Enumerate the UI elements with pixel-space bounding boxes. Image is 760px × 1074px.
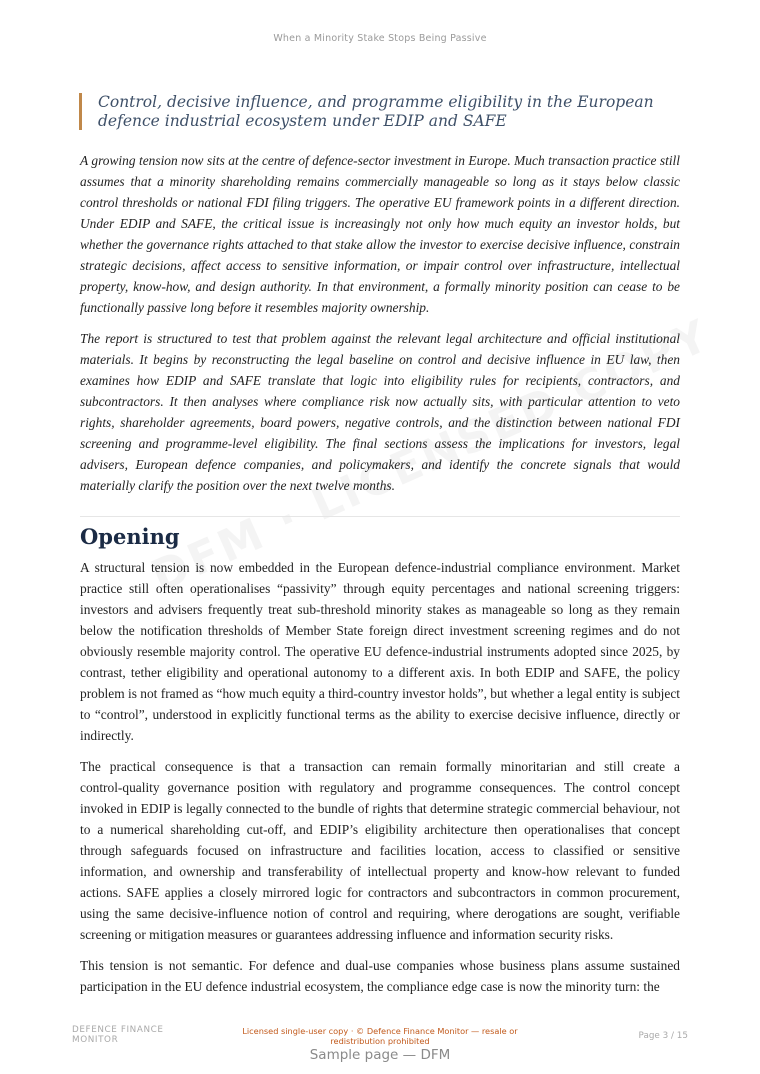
abstract-paragraph: The report is structured to test that problem against the relevant legal architecture and official institutional materials. It begins by reconstructing the legal baseline on control and decisive influence in EU law, then examines how EDIP and SAFE translate that logic into eligibility rules for recipients, contractors, and subcontractors. It then analyses where compliance risk now actually sits, with particular attention to veto rights, shareholder agreements, board powers, negative controls, and the distinction between national FDI screening and programme-level eligibility. The final sections assess the implications for investors, legal advisers, European defence companies, and policymakers, and identify the concrete signals that would materially clarify the position over the next twelve months. <box>80 331 680 493</box>
section-heading: Opening <box>80 524 180 549</box>
footer-brand: DEFENCE FINANCE MONITOR <box>72 1025 164 1045</box>
footer-license-notice: Licensed single-user copy · © Defence Finance Monitor — resale or redistribution prohibited <box>242 1026 518 1046</box>
body-paragraph: The practical consequence is that a transaction can remain formally minoritarian and still create a control‑quality governance position with regulatory and programme consequences. The control concept invoked in EDIP is legally connected to the bundle of rights that determine strategic commercial behaviour, not to a numerical shareholding cut‑off, and EDIP’s eligibility architecture then operationalises that concept through safeguards focused on infrastructure and facilities location, access to classified or sensitive information, and ownership and transferability of intellectual property and know‑how relevant to funded actions. SAFE applies a closely mirrored logic for contractors and subcontractors in common procurement, using the same decisive‑influence notion of control and requiring, where derogations are sought, verifiable screening or mitigation measures or guarantees addressing influence and information security risks. <box>80 759 680 942</box>
abstract-paragraph: A growing tension now sits at the centre of defence-sector investment in Europe. Much transaction practice still assumes that a minority shareholding remains commercially manageable so long as it stays below classic control thresholds or national FDI filing triggers. The operative EU framework points in a different direction. Under EDIP and SAFE, the critical issue is increasingly not only how much equity an investor holds, but whether the governance rights attached to that stake allow the investor to exercise decisive influence, constrain strategic decisions, affect access to sensitive information, or impair control over infrastructure, intellectual property, know-how, and design authority. In that environment, a formally minority position can cease to be functionally passive long before it resembles majority ownership. <box>80 153 680 315</box>
document-subtitle: Control, decisive influence, and programme eligibility in the European defence industrial ecosystem under EDIP and SAFE <box>79 93 678 130</box>
sample-page-label: Sample page — DFM <box>309 1047 451 1063</box>
page-number: Page 3 / 15 <box>638 1031 688 1041</box>
section-divider <box>80 516 680 517</box>
body-paragraph: This tension is not semantic. For defence and dual‑use companies whose business plans assume sustained participation in the EU defence industrial ecosystem, the compliance edge case is now the minority turn: the <box>80 958 680 994</box>
body-paragraph: A structural tension is now embedded in the European defence-industrial compliance environment. Market practice still often operationalises “passivity” through equity percentages and national screening triggers: investors and advisers frequently treat sub‑threshold minority stakes as manageable so long as they remain below the notification thresholds of Member State foreign direct investment screening regimes and do not obviously resemble majority control. The operative EU defence‑industrial instruments adopted since 2025, by contrast, tether eligibility and operational autonomy to a different axis. In both EDIP and SAFE, the policy problem is not framed as “how much equity a third‑country investor holds”, but whether a legal entity is subject to “control”, understood in explicitly functional terms as the ability to exercise decisive influence, directly or indirectly. <box>80 560 680 743</box>
running-header: When a Minority Stake Stops Being Passive <box>273 33 487 44</box>
